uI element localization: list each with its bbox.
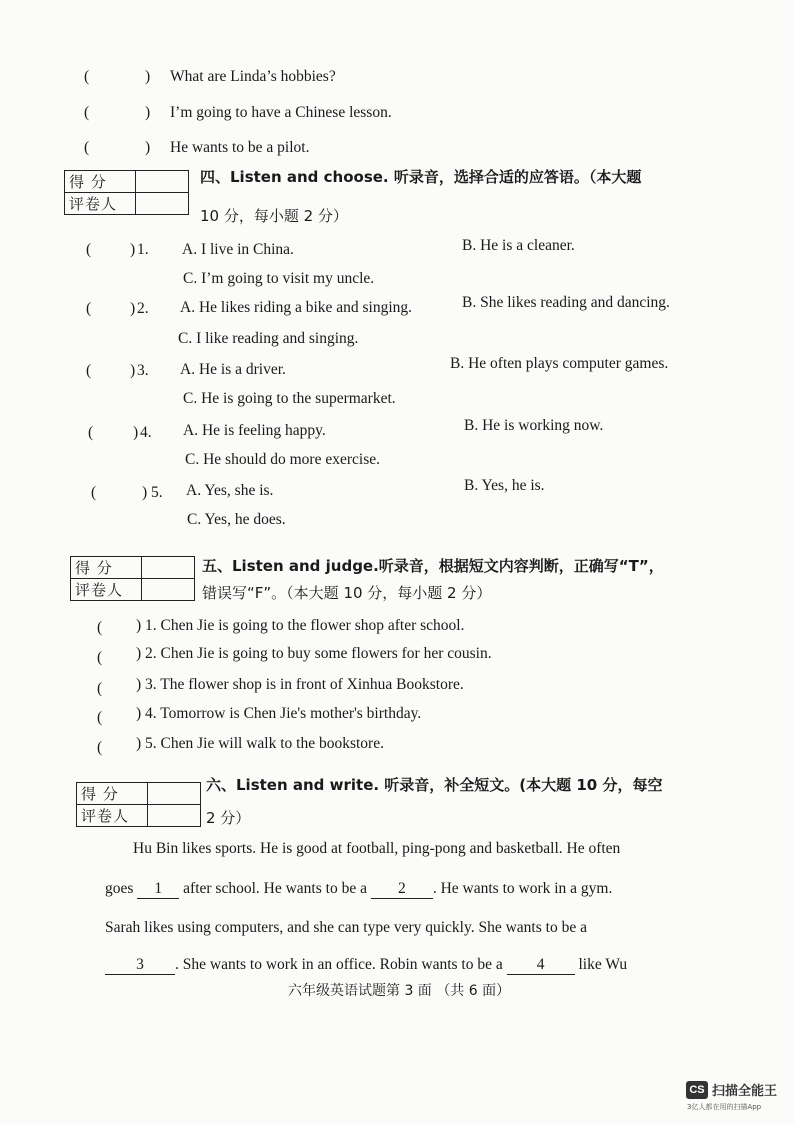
- score-box[interactable]: [142, 557, 195, 579]
- answer-paren-open: (: [84, 68, 90, 85]
- blank-3[interactable]: [105, 956, 175, 975]
- page-footer: 六年级英语试题第 3 面 （共 6 面）: [288, 983, 511, 999]
- answer-paren: (: [97, 680, 103, 697]
- judge-statement: ) 1. Chen Jie is going to the flower shop after school.: [136, 617, 465, 634]
- passage-line-4: [105, 956, 627, 975]
- section6-subtitle: 2 分）: [206, 809, 251, 827]
- answer-paren: ): [130, 300, 136, 317]
- watermark-tagline: 3亿人都在用的扫描App: [687, 1103, 762, 1111]
- option-b: B. Yes, he is.: [464, 477, 545, 494]
- answer-paren: ): [130, 241, 136, 258]
- answer-paren: (: [86, 241, 92, 258]
- option-b: B. He often plays computer games.: [450, 355, 669, 372]
- section5-subtitle: 错误写“F”。（本大题 10 分，每小题 2 分）: [202, 584, 492, 602]
- passage-line-3: Sarah likes using computers, and she can type very quickly. She wants to be a: [105, 919, 587, 936]
- item-text: He wants to be a pilot.: [170, 139, 310, 156]
- option-c: C. I like reading and singing.: [178, 330, 359, 347]
- q-num: 5.: [151, 484, 163, 501]
- answer-paren: (: [97, 709, 103, 726]
- passage-line-2: [105, 880, 612, 899]
- judge-statement: ) 4. Tomorrow is Chen Jie's mother's birthday.: [136, 705, 422, 722]
- answer-paren-close: ): [145, 68, 151, 85]
- question-number: [151, 484, 163, 502]
- camscanner-logo-icon: CS: [686, 1081, 708, 1099]
- option-c: C. Yes, he does.: [187, 511, 286, 528]
- answer-paren: (: [86, 300, 92, 317]
- section5-title: 五、Listen and judge.听录音，根据短文内容判断，正确写“T”，: [202, 557, 664, 575]
- question-number: [137, 241, 149, 259]
- q-num: 2.: [137, 300, 149, 317]
- score-label: 得 分: [77, 783, 148, 805]
- question-number: [140, 424, 152, 442]
- option-b: B. She likes reading and dancing.: [462, 294, 670, 311]
- q-num: 3.: [137, 362, 149, 379]
- passage-line-1: Hu Bin likes sports. He is good at football, ping-pong and basketball. He often: [133, 840, 621, 857]
- option-a: A. I live in China.: [182, 241, 294, 258]
- item-text: I’m going to have a Chinese lesson.: [170, 104, 392, 121]
- blank-number: 4: [536, 956, 545, 973]
- score-table-section4: [64, 170, 189, 215]
- judge-statement: ) 5. Chen Jie will walk to the bookstore.: [136, 735, 384, 752]
- blank-number: 1: [154, 880, 163, 897]
- question-number: [137, 300, 149, 318]
- watermark-name: 扫描全能王: [712, 1084, 778, 1099]
- item-text: What are Linda’s hobbies?: [170, 68, 336, 85]
- option-a: A. He likes riding a bike and singing.: [180, 299, 413, 316]
- blank-2[interactable]: [371, 880, 433, 899]
- statement-text: 2. Chen Jie is going to buy some flowers for her cousin.: [145, 645, 492, 662]
- blank-number: 3: [136, 956, 144, 973]
- answer-paren: (: [88, 424, 94, 441]
- passage-text: . He wants to work in a gym.: [432, 880, 613, 897]
- answer-paren: (: [97, 619, 103, 636]
- answer-paren-open: (: [84, 104, 90, 121]
- score-box[interactable]: [136, 171, 189, 193]
- statement-text: 1. Chen Jie is going to the flower shop after school.: [145, 617, 465, 634]
- grader-label: 评卷人: [65, 193, 136, 215]
- q-num: 4.: [140, 424, 152, 441]
- score-table-section5: [70, 556, 195, 601]
- answer-paren: (: [91, 484, 97, 501]
- answer-paren-close: ): [145, 139, 151, 156]
- statement-text: 4. Tomorrow is Chen Jie's mother's birthday.: [145, 705, 422, 722]
- passage-text: like Wu: [578, 956, 628, 973]
- option-a: A. Yes, she is.: [186, 482, 274, 499]
- blank-4[interactable]: [507, 956, 575, 975]
- grader-box[interactable]: [136, 193, 189, 215]
- option-a: A. He is feeling happy.: [183, 422, 326, 439]
- passage-text: after school. He wants to be a: [183, 880, 367, 897]
- grader-label: 评卷人: [71, 579, 142, 601]
- statement-text: 3. The flower shop is in front of Xinhua Bookstore.: [145, 676, 464, 693]
- blank-1[interactable]: [137, 880, 179, 899]
- q-num: 1.: [137, 241, 149, 258]
- judge-statement: ) 3. The flower shop is in front of Xinhua Bookstore.: [136, 676, 464, 693]
- grader-label: 评卷人: [77, 805, 148, 827]
- grader-box[interactable]: [142, 579, 195, 601]
- blank-number: 2: [397, 880, 406, 897]
- score-table-section6: [76, 782, 201, 827]
- score-label: 得 分: [71, 557, 142, 579]
- answer-paren: ): [130, 362, 136, 379]
- section6-title: 六、Listen and write. 听录音，补全短文。(本大题 10 分，每空: [206, 776, 663, 794]
- answer-paren: ): [142, 484, 148, 501]
- section4-title: 四、Listen and choose. 听录音，选择合适的应答语。（本大题: [200, 168, 642, 186]
- option-c: C. I’m going to visit my uncle.: [183, 270, 375, 287]
- score-label: 得 分: [65, 171, 136, 193]
- passage-text: . She wants to work in an office. Robin wants to be a: [175, 956, 503, 973]
- statement-text: 5. Chen Jie will walk to the bookstore.: [145, 735, 384, 752]
- option-c: C. He should do more exercise.: [185, 451, 380, 468]
- passage-text: goes: [105, 880, 134, 897]
- answer-paren: (: [86, 362, 92, 379]
- answer-paren: (: [97, 649, 103, 666]
- answer-paren-open: (: [84, 139, 90, 156]
- judge-statement: ) 2. Chen Jie is going to buy some flowers for her cousin.: [136, 645, 492, 662]
- grader-box[interactable]: [148, 805, 201, 827]
- option-c: C. He is going to the supermarket.: [183, 390, 396, 407]
- answer-paren-close: ): [145, 104, 151, 121]
- option-b: B. He is a cleaner.: [462, 237, 575, 254]
- option-b: B. He is working now.: [464, 417, 604, 434]
- answer-paren: ): [133, 424, 139, 441]
- section4-subtitle: 10 分，每小题 2 分）: [200, 207, 348, 225]
- answer-paren: (: [97, 739, 103, 756]
- option-a: A. He is a driver.: [180, 361, 286, 378]
- question-number: [137, 362, 149, 380]
- score-box[interactable]: [148, 783, 201, 805]
